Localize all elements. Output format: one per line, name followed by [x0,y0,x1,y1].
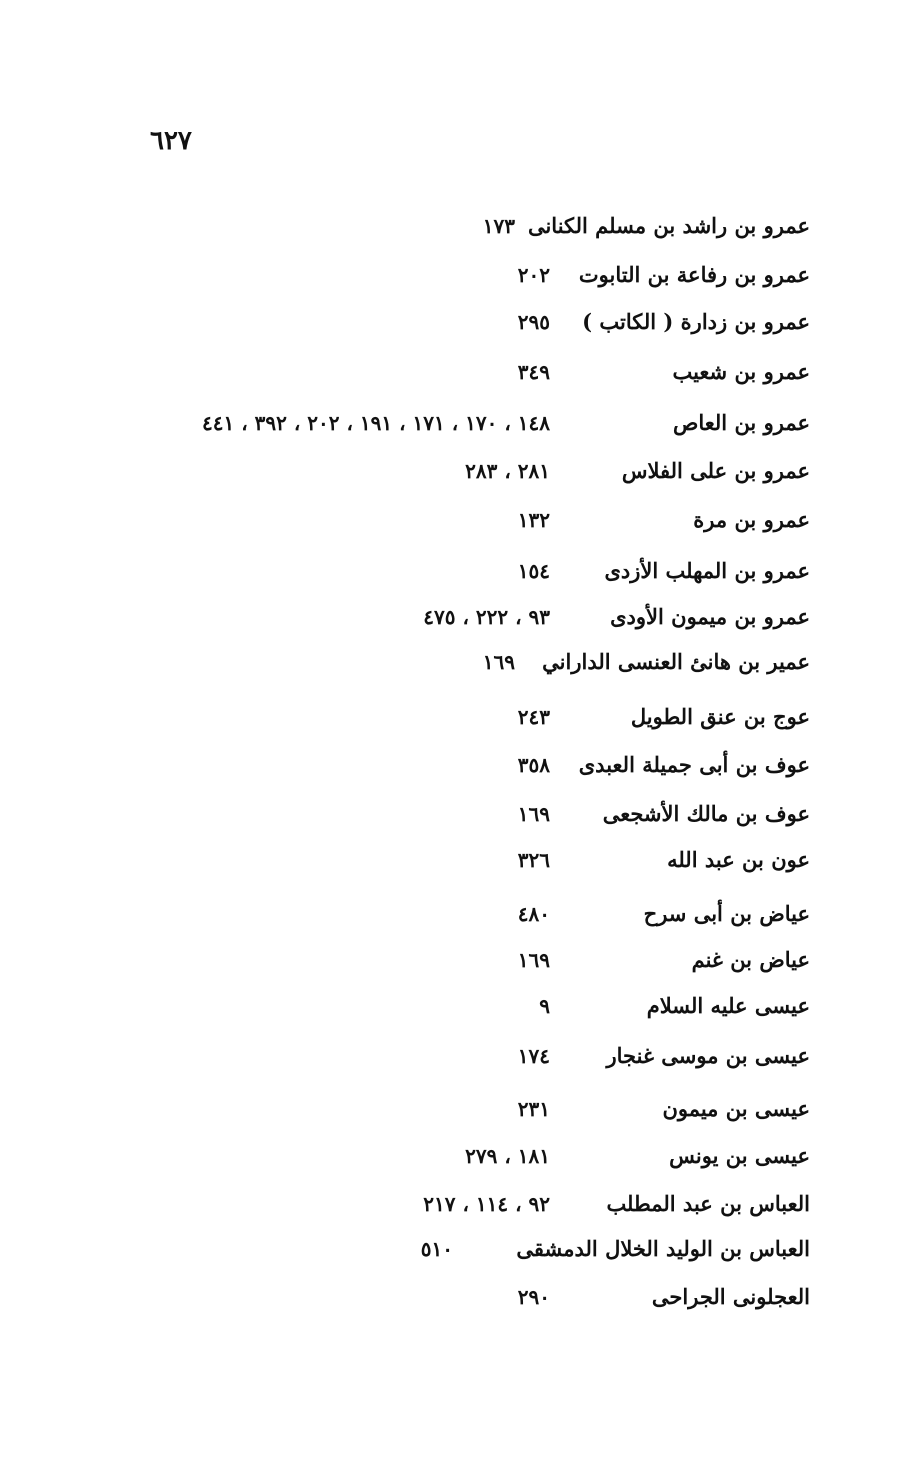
entry-name: عوف بن أبى جميلة العبدى [578,752,810,777]
index-entry [0,940,915,980]
entry-pages: ٩٣ ، ٢٢٢ ، ٤٧٥ [423,605,550,629]
index-entry [0,403,915,443]
entry-name: عمرو بن ميمون الأودى [610,604,810,629]
entry-pages: ١٦٩ [517,948,550,972]
index-entry [0,352,915,392]
entry-pages: ٤٨٠ [517,902,550,926]
entry-pages: ١٧٤ [517,1044,550,1068]
index-entry [0,894,915,934]
entry-pages: ١٨١ ، ٢٧٩ [465,1144,550,1168]
entry-pages: ٥١٠ [420,1237,453,1261]
entry-pages: ١٧٣ [482,214,515,238]
index-entry [0,302,915,342]
entry-name: عمرو بن المهلب الأزدى [604,558,810,583]
entry-name: عمرو بن العاص [672,410,810,435]
entry-name: عمرو بن مرة [693,507,810,532]
index-entry [0,986,915,1026]
index-entry [0,255,915,295]
index-entry [0,697,915,737]
entry-name: عياض بن أبى سرح [643,901,810,926]
entry-pages: ٢٩٠ [517,1285,550,1309]
entry-pages: ١٦٩ [482,650,515,674]
entry-name: عمرو بن رفاعة بن التابوت [578,262,810,287]
entry-name: عمرو بن على الفلاس [621,458,810,483]
entry-pages: ١٣٢ [517,508,550,532]
index-entry [0,551,915,591]
index-entry [0,794,915,834]
entry-pages: ٢٤٣ [517,705,550,729]
entry-name: عيسى بن موسى غنجار [606,1043,810,1068]
entry-pages: ٣٥٨ [517,753,550,777]
entry-name: العجلونى الجراحى [651,1284,810,1309]
entry-name: عون بن عبد الله [667,847,810,872]
entry-pages: ١٦٩ [517,802,550,826]
entry-name: عمير بن هانئ العنسى الداراني [542,649,810,674]
entry-pages: ٣٢٦ [517,848,550,872]
index-entry [0,642,915,682]
entry-pages: ٢٠٢ [517,263,550,287]
index-entry [0,1184,915,1224]
index-entry [0,451,915,491]
entry-pages: ٩ [539,994,550,1018]
entry-pages: ١٤٨ ، ١٧٠ ، ١٧١ ، ١٩١ ، ٢٠٢ ، ٣٩٢ ، ٤٤١ [202,411,550,435]
entry-name: العباس بن الوليد الخلال الدمشقى [516,1236,810,1261]
entry-name: عمرو بن شعيب [672,359,810,384]
entry-name: عوف بن مالك الأشجعى [602,801,810,826]
entry-pages: ٢٩٥ [517,310,550,334]
page-number: ٦٢٧ [150,126,192,156]
entry-pages: ٣٤٩ [517,360,550,384]
index-entry [0,1036,915,1076]
entry-name: عيسى بن يونس [669,1143,810,1168]
entry-pages: ٩٢ ، ١١٤ ، ٢١٧ [423,1192,550,1216]
entry-pages: ٢٨١ ، ٢٨٣ [465,459,550,483]
index-entry [0,1229,915,1269]
entry-name: عوج بن عنق الطويل [630,704,810,729]
index-entry [0,1277,915,1317]
entry-name: عمرو بن راشد بن مسلم الكنانى [527,213,810,238]
index-entry [0,500,915,540]
entry-pages: ١٥٤ [517,559,550,583]
entry-name: العباس بن عبد المطلب [606,1191,810,1216]
entry-name: عمرو بن زدارة ( الكاتب ) [582,309,810,334]
entry-name: عيسى بن ميمون [662,1096,810,1121]
entry-name: عياض بن غنم [691,947,810,972]
entry-name: عيسى عليه السلام [646,993,810,1018]
index-entry [0,1089,915,1129]
index-entry [0,597,915,637]
index-entry [0,206,915,246]
index-entry [0,745,915,785]
index-entry [0,1136,915,1176]
entry-pages: ٢٣١ [517,1097,550,1121]
index-entry [0,840,915,880]
